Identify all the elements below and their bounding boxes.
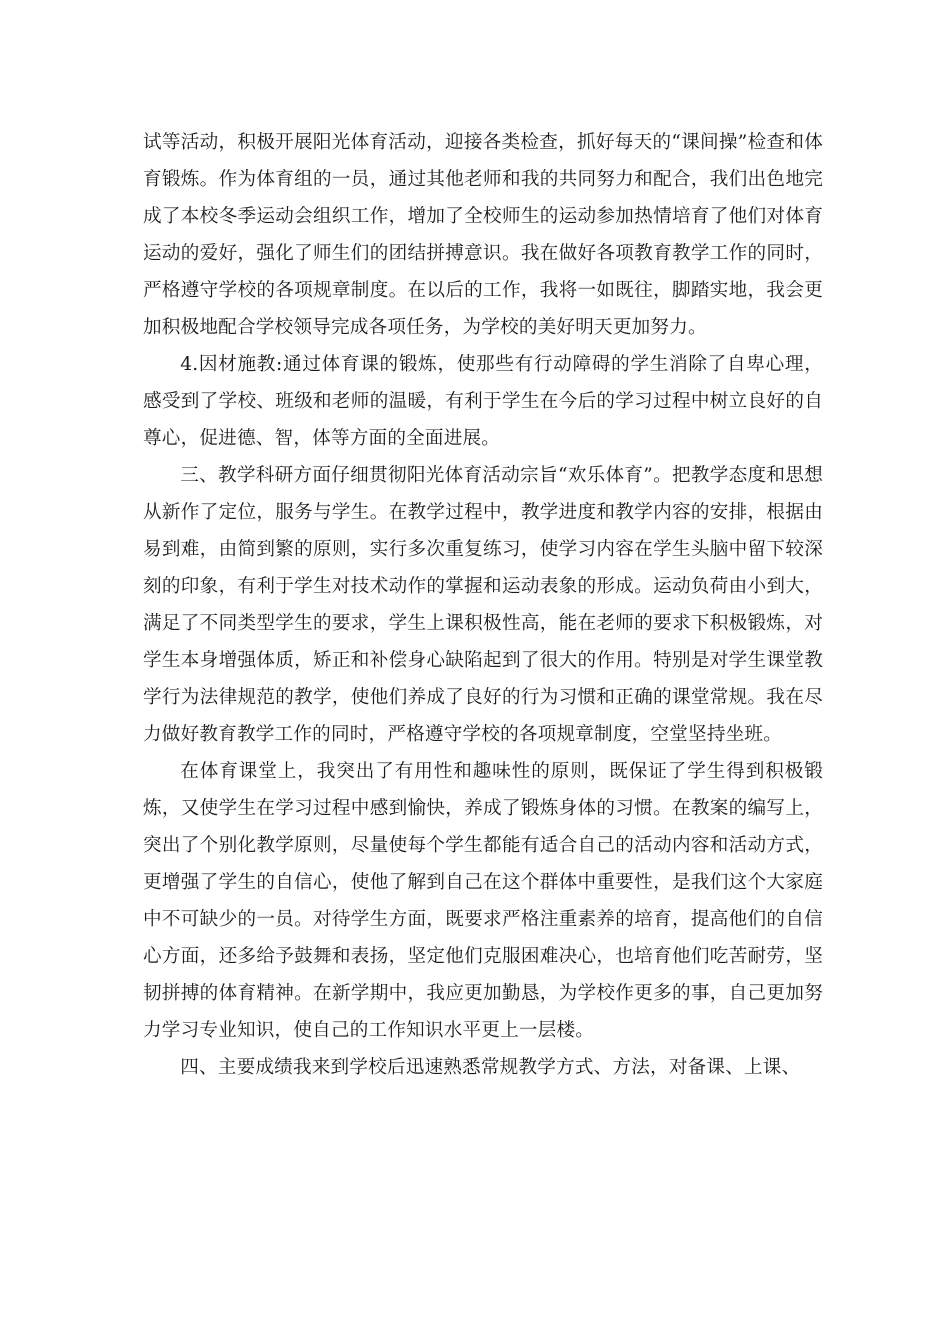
paragraph-3: 三、教学科研方面仔细贯彻阳光体育活动宗旨“欢乐体育”。把教学态度和思想从新作了定位，服务与学生。在教学过程中，教学进度和教学内容的安排，根据由易到难，由简到繁的原则，实行多次重复练习，使学习内容在学生头脑中留下较深刻的印象，有利于学生对技术动作的掌握和运动表象的形成。运动负荷由小到大，满足了不同类型学生的要求，学生上课积极性高，能在老师的要求下积极锻炼，对学生本身增强体质，矫正和补偿身心缺陷起到了很大的作用。特别是对学生课堂教学行为法律规范的教学，使他们养成了良好的行为习惯和正确的课堂常规。我在尽力做好教育教学工作的同时，严格遵守学校的各项规章制度，空堂坚持坐班。 (143, 465, 823, 745)
paragraph-1: 试等活动，积极开展阳光体育活动，迎接各类检查，抓好每天的“课间操”检查和体育锻炼。作为体育组的一员，通过其他老师和我的共同努力和配合，我们出色地完成了本校冬季运动会组织工作，增加了全校师生的运动参加热情培育了他们对体育运动的爱好，强化了师生们的团结拼搏意识。我在做好各项教育教学工作的同时，严格遵守学校的各项规章制度。在以后的工作，我将一如既往，脚踏实地，我会更加积极地配合学校领导完成各项任务，为学校的美好明天更加努力。 (143, 132, 823, 338)
document-body (143, 124, 823, 1086)
paragraph-5: 四、主要成绩我来到学校后迅速熟悉常规教学方式、方法，对备课、上课、 (180, 1057, 801, 1078)
paragraph-2: 4.因材施教:通过体育课的锻炼，使那些有行动障碍的学生消除了自卑心理，感受到了学校、班级和老师的温暖，有利于学生在今后的学习过程中树立良好的自尊心，促进德、智，体等方面的全面进展。 (143, 354, 823, 449)
paragraph-4: 在体育课堂上，我突出了有用性和趣味性的原则，既保证了学生得到积极锻炼，又使学生在学习过程中感到愉快，养成了锻炼身体的习惯。在教案的编写上，突出了个别化教学原则，尽量使每个学生都能有适合自己的活动内容和活动方式，更增强了学生的自信心，使他了解到自己在这个群体中重要性，是我们这个大家庭中不可缺少的一员。对待学生方面，既要求严格注重素养的培育，提高他们的自信心方面，还多给予鼓舞和表扬，坚定他们克服困难决心，也培育他们吃苦耐劳，坚韧拼搏的体育精神。在新学期中，我应更加勤恳，为学校作更多的事，自己更加努力学习专业知识，使自己的工作知识水平更上一层楼。 (143, 761, 823, 1041)
